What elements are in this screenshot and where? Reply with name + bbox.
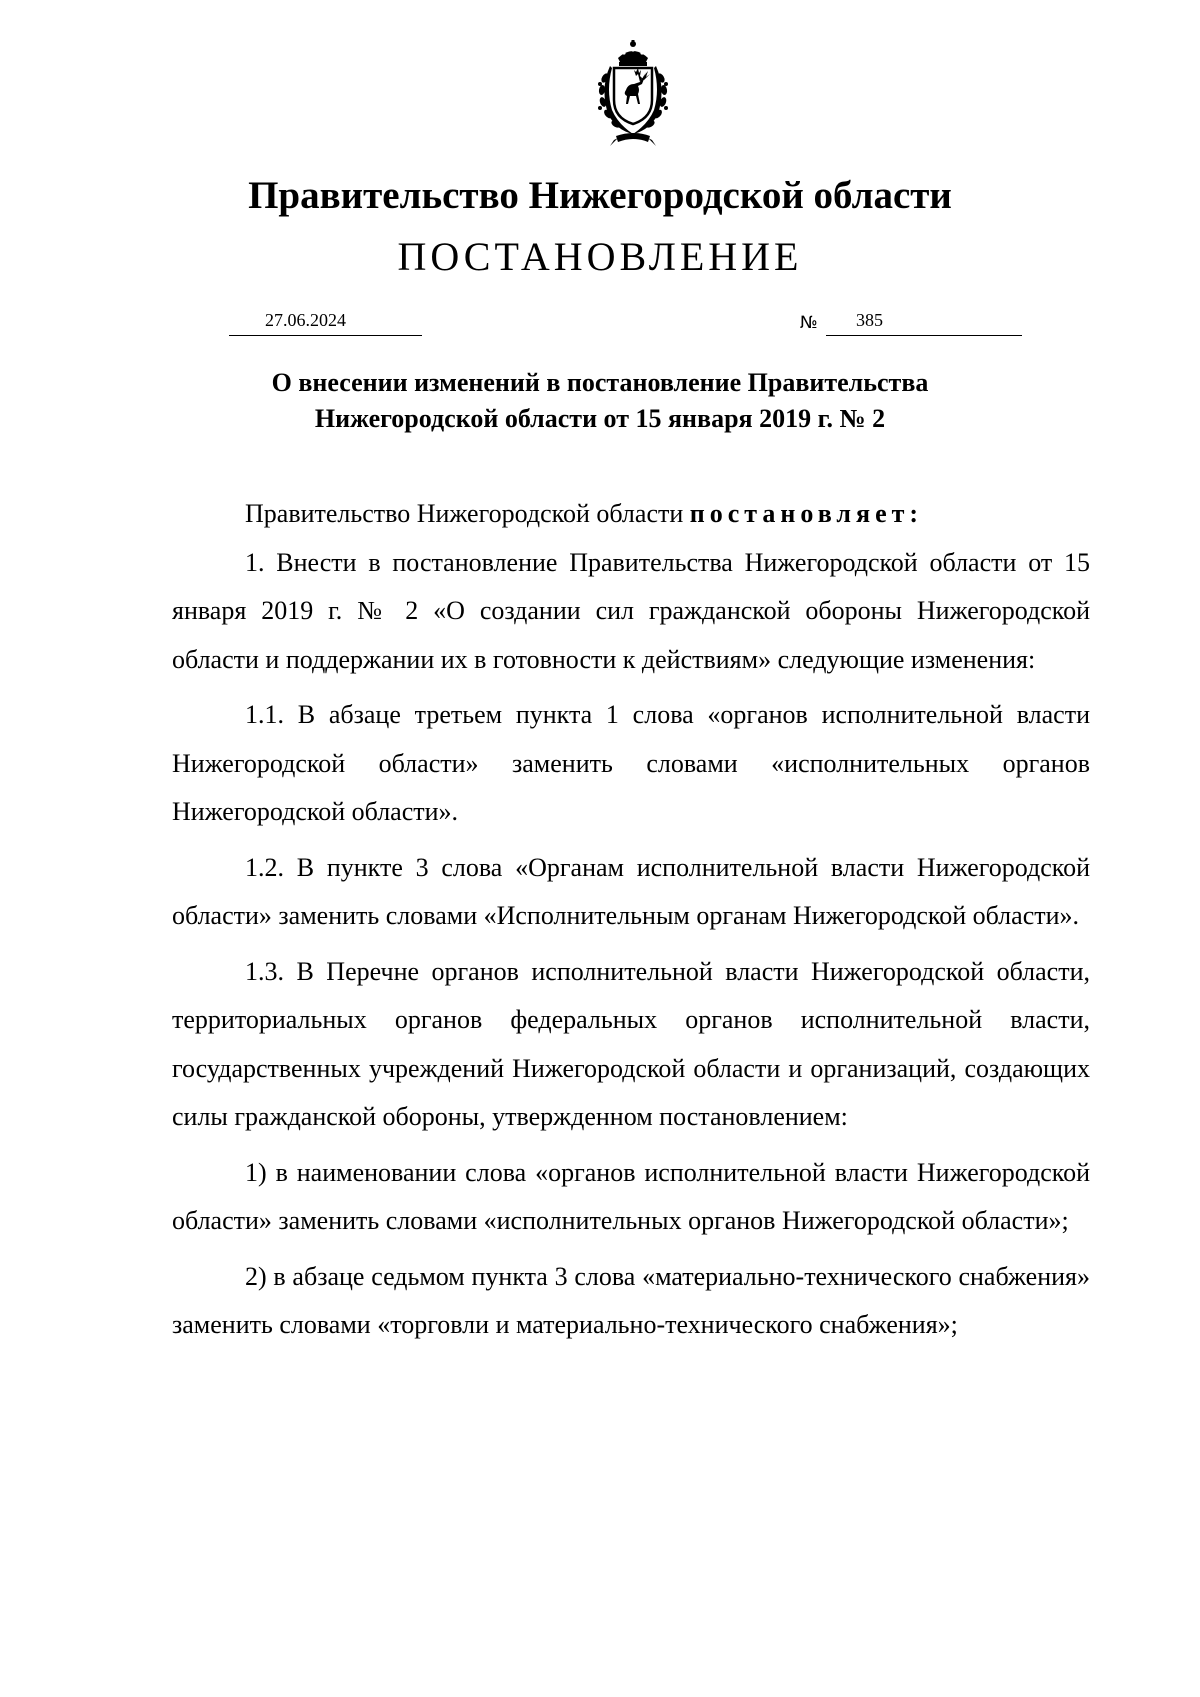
resolve-word: постановляет:: [689, 499, 924, 528]
subject-line-2: Нижегородской области от 15 января 2019 г. № 2: [314, 404, 886, 433]
coat-of-arms-icon: [578, 38, 688, 148]
document-date: 27.06.2024: [265, 310, 346, 330]
document-subject: [0, 365, 1200, 437]
resolve-paragraph: [172, 490, 1090, 539]
resolve-prefix: Правительство Нижегородской области: [245, 499, 690, 528]
paragraph-1-1: 1.1. В абзаце третьем пункта 1 слова «органов исполнительной власти Нижегородской области» заменить словами «исполнительных органов Нижегородской области».: [172, 700, 1090, 826]
number-field: [826, 307, 1022, 336]
document-number: 385: [856, 310, 883, 330]
paragraph-1: 1. Внести в постановление Правительства Нижегородской области от 15 января 2019 г. № 2 «О создании сил гражданской обороны Нижегородской области и поддержании их в готовности к действиям» следующие изменения:: [172, 547, 1090, 674]
list-item-1: 1) в наименовании слова «органов исполнительной власти Нижегородской области» заменить словами «исполнительных органов Нижегородской области»;: [172, 1157, 1090, 1235]
subject-line-1: О внесении изменений в постановление Правительства: [271, 368, 929, 397]
government-title: Правительство Нижегородской области: [248, 174, 952, 217]
document-type: ПОСТАНОВЛЕНИЕ: [397, 234, 803, 279]
list-item-2: 2) в абзаце седьмом пункта 3 слова «материально-технического снабжения» заменить словами «торговли и материально-технического снабжения»;: [172, 1261, 1090, 1339]
paragraph-1-3: 1.3. В Перечне органов исполнительной власти Нижегородской области, территориальных органов федеральных органов исполнительной власти, государственных учреждений Нижегородской области и организаций, создающих силы гражданской обороны, утвержденном постановлением:: [172, 956, 1090, 1131]
document-body: [172, 490, 1090, 1350]
paragraph-1-2: 1.2. В пункте 3 слова «Органам исполнительной власти Нижегородской области» заменить словами «Исполнительным органам Нижегородской области».: [172, 852, 1090, 930]
date-field: [229, 307, 422, 336]
number-sign: №: [800, 313, 818, 333]
